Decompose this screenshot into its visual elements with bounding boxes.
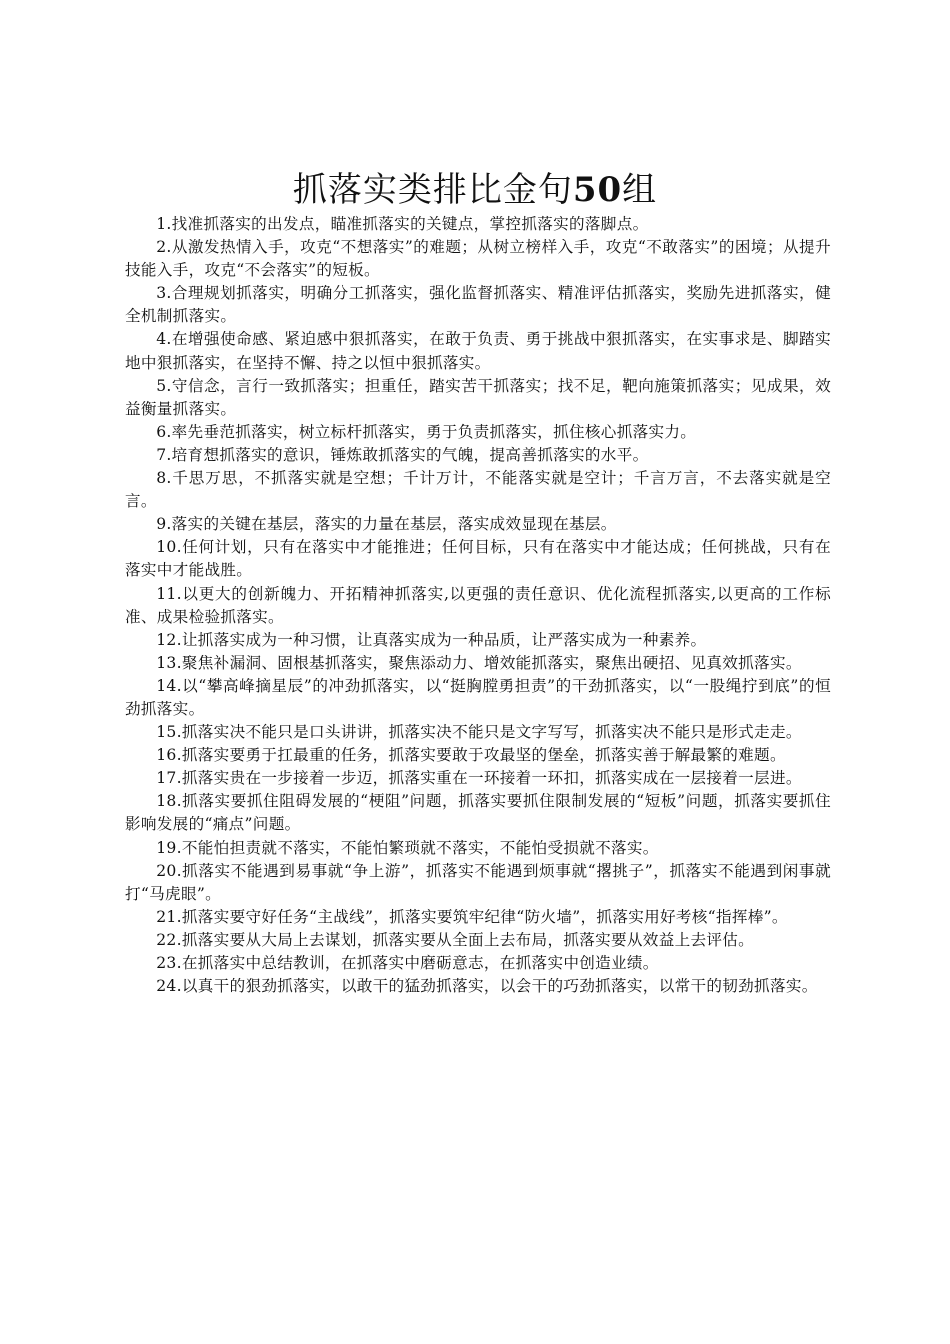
- paragraph-22: 22.抓落实要从大局上去谋划，抓落实要从全面上去布局，抓落实要从效益上去评估。: [156, 930, 755, 949]
- paragraph-6: 6.率先垂范抓落实，树立标杆抓落实，勇于负责抓落实，抓住核心抓落实力。: [156, 422, 697, 441]
- paragraph-3: 3.合理规划抓落实，明确分工抓落实，强化监督抓落实、精准评估抓落实，奖励先进抓落实，健全机制抓落实。: [125, 284, 831, 326]
- paragraph-18: 18.抓落实要抓住阻碍发展的“梗阻”问题，抓落实要抓住限制发展的“短板”问题，抓落实要抓住影响发展的“痛点”问题。: [125, 792, 831, 834]
- paragraph-4: 4.在增强使命感、紧迫感中狠抓落实，在敢于负责、勇于挑战中狠抓落实，在实事求是、脚踏实地中狠抓落实，在坚持不懈、持之以恒中狠抓落实。: [125, 330, 831, 372]
- paragraph-16: 16.抓落实要勇于扛最重的任务，抓落实要敢于攻最坚的堡垒，抓落实善于解最繁的难题。: [156, 746, 786, 765]
- title-suffix: 组: [622, 170, 658, 210]
- paragraph-5: 5.守信念，言行一致抓落实；担重任，踏实苦干抓落实；找不足，靶向施策抓落实；见成果，效益衡量抓落实。: [125, 376, 831, 418]
- paragraph-2: 2.从激发热情入手，攻克“不想落实”的难题；从树立榜样入手，攻克“不敢落实”的困境；从提升技能入手，攻克“不会落实”的短板。: [125, 238, 831, 280]
- paragraph-11: 11.以更大的创新魄力、开拓精神抓落实,以更强的责任意识、优化流程抓落实,以更高的工作标准、成果检验抓落实。: [125, 584, 831, 626]
- paragraph-13: 13.聚焦补漏洞、固根基抓落实，聚焦添动力、增效能抓落实，聚焦出硬招、见真效抓落实。: [156, 653, 802, 672]
- paragraph-23: 23.在抓落实中总结教训，在抓落实中磨砺意志，在抓落实中创造业绩。: [156, 954, 659, 972]
- paragraph-20: 20.抓落实不能遇到易事就“争上游”，抓落实不能遇到烦事就“撂挑子”，抓落实不能遇到闲事就打“马虎眼”。: [125, 861, 831, 903]
- paragraph-21: 21.抓落实要守好任务“主战线”，抓落实要筑牢纪律“防火墙”，抓落实用好考核“指挥棒”。: [156, 907, 788, 926]
- paragraph-10: 10.任何计划，只有在落实中才能推进；任何目标，只有在落实中才能达成；任何挑战，只有在落实中才能战胜。: [125, 538, 831, 580]
- paragraph-19: 19.不能怕担责就不落实，不能怕繁琐就不落实，不能怕受损就不落实。: [156, 838, 659, 857]
- title-text: 抓落实类排比金句: [292, 170, 573, 210]
- document-body: [125, 213, 831, 998]
- paragraph-7: 7.培育想抓落实的意识，锤炼敢抓落实的气魄，提高善抓落实的水平。: [156, 445, 649, 464]
- paragraph-15: 15.抓落实决不能只是口头讲讲，抓落实决不能只是文字写写，抓落实决不能只是形式走走。: [156, 723, 802, 742]
- paragraph-14: 14.以“攀高峰摘星辰”的冲劲抓落实，以“挺胸膛勇担责”的干劲抓落实，以“一股绳拧到底”的恒劲抓落实。: [125, 676, 831, 718]
- document-title: [0, 168, 950, 212]
- paragraph-9: 9.落实的关键在基层，落实的力量在基层，落实成效显现在基层。: [156, 515, 617, 534]
- paragraph-24: 24.以真干的狠劲抓落实，以敢干的猛劲抓落实，以会干的巧劲抓落实，以常干的韧劲抓落实。: [156, 977, 818, 996]
- paragraph-8: 8.千思万思，不抓落实就是空想；千计万计，不能落实就是空计；千言万言，不去落实就是空言。: [125, 469, 831, 511]
- paragraph-1: 1.找准抓落实的出发点，瞄准抓落实的关键点，掌控抓落实的落脚点。: [156, 215, 649, 233]
- paragraph-12: 12.让抓落实成为一种习惯，让真落实成为一种品质，让严落实成为一种素养。: [156, 630, 707, 649]
- paragraph-17: 17.抓落实贵在一步接着一步迈，抓落实重在一环接着一环扣，抓落实成在一层接着一层进。: [156, 769, 802, 788]
- title-number: 50: [572, 170, 623, 210]
